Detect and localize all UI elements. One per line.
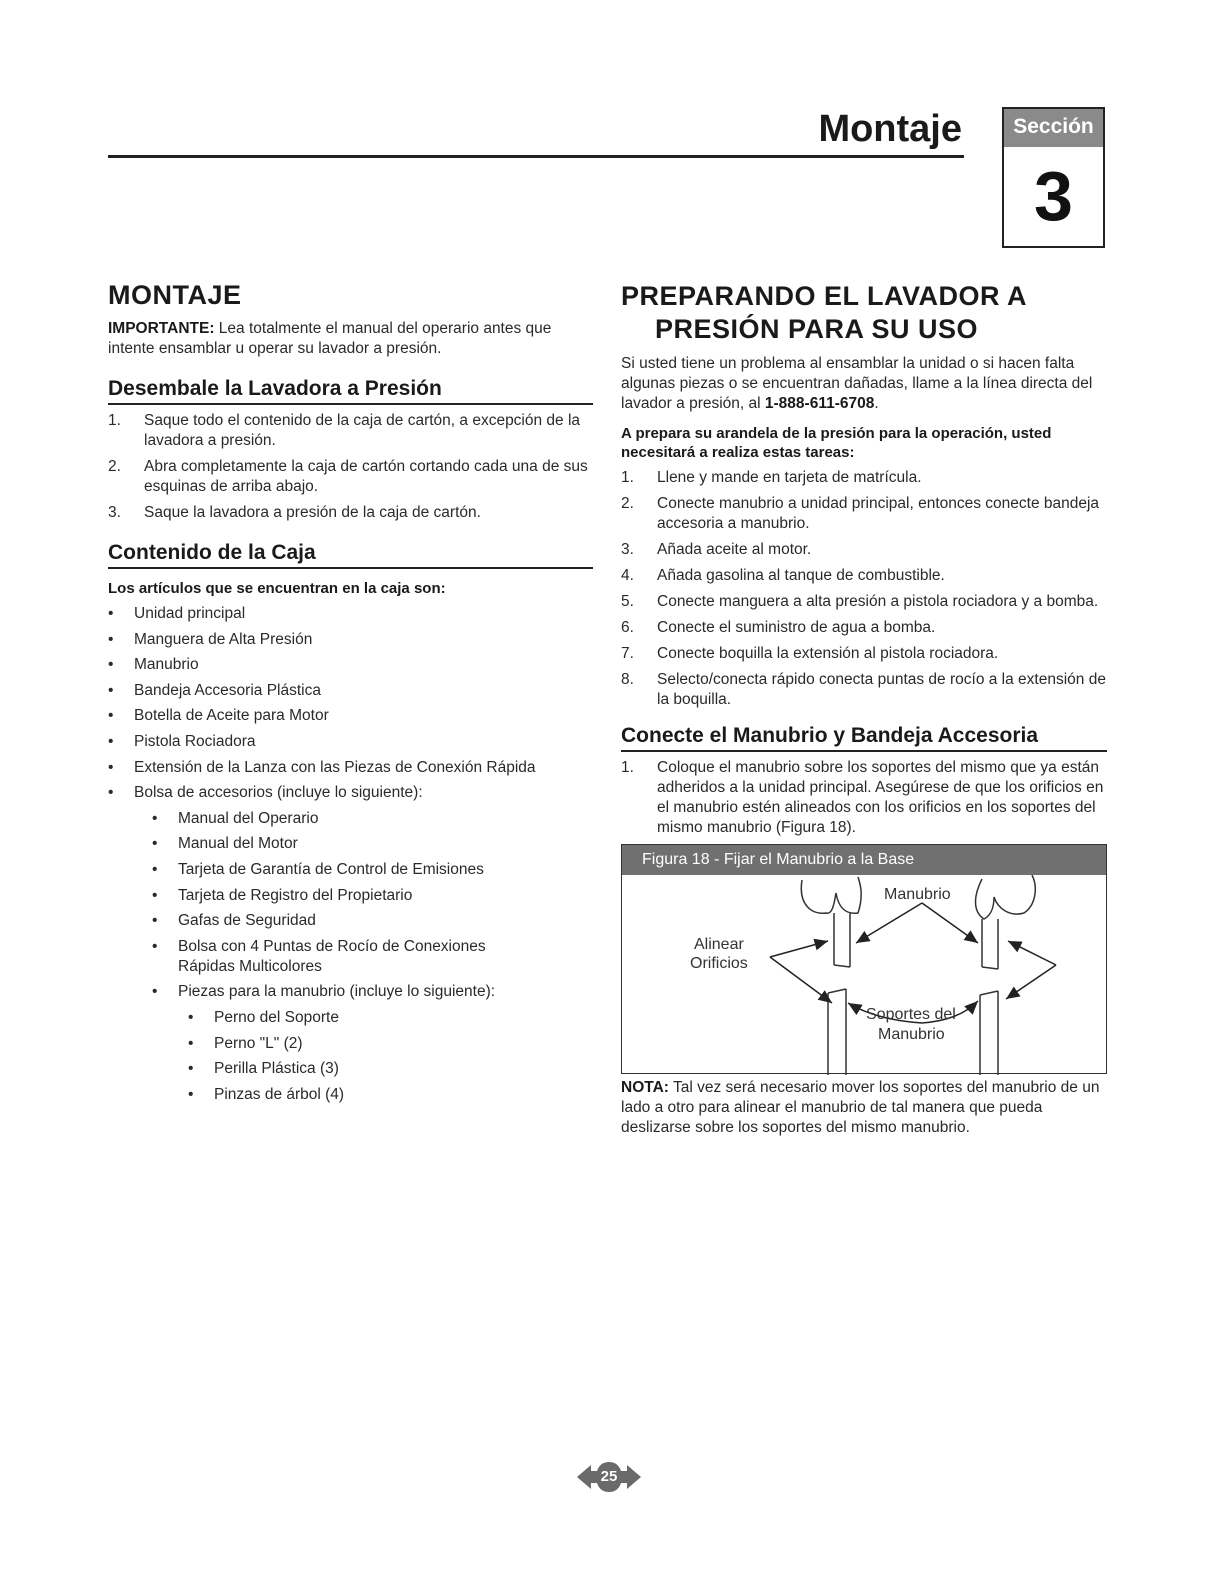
contents-list <box>108 604 593 803</box>
prep-steps <box>621 468 1107 710</box>
unpack-heading: Desembale la Lavadora a Presión <box>108 377 593 405</box>
connect-steps <box>621 758 1107 838</box>
list-item: 1. Saque todo el contenido de la caja de cartón, a excepción de la lavadora a presión. <box>108 412 581 449</box>
header-rule <box>108 155 964 158</box>
list-item: • Pinzas de árbol (4) <box>188 1085 593 1105</box>
label-manubrio: Manubrio <box>884 886 951 903</box>
list-item: 5. Conecte manguera a alta presión a pistola rociadora y a bomba. <box>621 593 1099 610</box>
montaje-heading: MONTAJE <box>108 280 242 310</box>
contents-heading: Contenido de la Caja <box>108 541 593 569</box>
list-item: • Bolsa con 4 Puntas de Rocío de Conexiones Rápidas Multicolores <box>152 937 593 977</box>
list-item: 1. Coloque el manubrio sobre los soportes del mismo que ya están adheridos a la unidad principal. Asegúrese de que los orificios en el manubrio estén alineados con los orificios en los soportes del mismo manubrio (Figura 18). <box>621 759 1104 836</box>
list-item: • Piezas para la manubrio (incluye lo siguiente): <box>152 982 593 1002</box>
list-item: • Perilla Plástica (3) <box>188 1059 593 1079</box>
important-paragraph <box>108 319 593 359</box>
figure-title: Figura 18 - Fijar el Manubrio a la Base <box>622 845 1106 875</box>
section-badge <box>1002 107 1105 248</box>
connect-heading: Conecte el Manubrio y Bandeja Accesoria <box>621 724 1107 752</box>
prep-heading-line1: PREPARANDO EL LAVADOR A <box>621 281 1028 311</box>
page-number: 25 <box>600 1468 618 1485</box>
note-label: NOTA: <box>621 1079 669 1096</box>
bag-items-list <box>152 809 593 1003</box>
parts-list <box>188 1008 593 1105</box>
prep-intro: Si usted tiene un problema al ensamblar la unidad o si hacen falta algunas piezas o se encuentran dañadas, llame a la línea directa del lavador a presión, al 1-888-611-6708. <box>621 355 1093 412</box>
list-item: 3. Saque la lavadora a presión de la caja de cartón. <box>108 504 481 521</box>
list-item: 2. Conecte manubrio a unidad principal, entonces conecte bandeja accesoria a manubrio. <box>621 495 1100 532</box>
handle-bracket-illustration <box>622 875 1108 1075</box>
note-text: Tal vez será necesario mover los soportes del manubrio de un lado a otro para alinear el manubrio de tal manera que pueda deslizarse sobre los soportes del mismo manubrio. <box>621 1079 1100 1136</box>
hotline-phone: 1-888-611-6708 <box>764 395 875 412</box>
list-item: • Botella de Aceite para Motor <box>108 706 593 726</box>
prep-heading-line2: PRESIÓN PARA SU USO <box>655 314 979 344</box>
list-item: • Extensión de la Lanza con las Piezas de Conexión Rápida <box>108 758 593 778</box>
list-item: 6. Conecte el suministro de agua a bomba. <box>621 619 936 636</box>
section-number: 3 <box>1034 157 1073 235</box>
label-alinear: Alinear <box>694 936 744 953</box>
list-item: • Tarjeta de Registro del Propietario <box>152 886 593 906</box>
prep-heading <box>621 280 1107 346</box>
list-item: 8. Selecto/conecta rápido conecta puntas de rocío a la extensión de la boquilla. <box>621 671 1106 708</box>
important-label: IMPORTANTE: <box>108 320 215 337</box>
figure-18 <box>621 844 1107 1074</box>
list-item: • Manual del Operario <box>152 809 593 829</box>
list-item: • Perno "L" (2) <box>188 1034 593 1054</box>
list-item: • Pistola Rociadora <box>108 732 593 752</box>
prep-lead: A prepara su arandela de la presión para la operación, usted necesitará a realiza estas tareas: <box>621 425 1052 461</box>
contents-lead: Los artículos que se encuentran en la caja son: <box>108 580 446 597</box>
list-item: • Manual del Motor <box>152 834 593 854</box>
list-item: 7. Conecte boquilla la extensión al pistola rociadora. <box>621 645 999 662</box>
unpack-steps <box>108 411 593 523</box>
page-number-badge <box>577 1459 641 1495</box>
list-item: • Unidad principal <box>108 604 593 624</box>
list-item: • Bandeja Accesoria Plástica <box>108 681 593 701</box>
list-item: • Perno del Soporte <box>188 1008 593 1028</box>
list-item: • Manguera de Alta Presión <box>108 630 593 650</box>
left-column <box>108 280 593 1110</box>
list-item: • Gafas de Seguridad <box>152 911 593 931</box>
list-item: • Manubrio <box>108 655 593 675</box>
list-item: 4. Añada gasolina al tanque de combustible. <box>621 567 945 584</box>
note-paragraph <box>621 1078 1107 1138</box>
list-item: • Bolsa de accesorios (incluye lo siguiente): <box>108 783 593 803</box>
label-orificios: Orificios <box>690 955 748 972</box>
list-item: 3. Añada aceite al motor. <box>621 541 812 558</box>
right-column <box>621 280 1107 1138</box>
list-item: • Tarjeta de Garantía de Control de Emisiones <box>152 860 593 880</box>
important-text: Lea totalmente el manual del operario antes que intente ensamblar u operar su lavador a presión. <box>108 320 552 357</box>
label-soportes: Soportes del <box>866 1006 956 1023</box>
section-label: Sección <box>1004 109 1103 147</box>
label-soportes-manubrio: Manubrio <box>878 1026 945 1043</box>
page-title: Montaje <box>818 108 962 150</box>
list-item: 2. Abra completamente la caja de cartón cortando cada una de sus esquinas de arriba abajo. <box>108 458 588 495</box>
list-item: 1. Llene y mande en tarjeta de matrícula. <box>621 469 922 486</box>
